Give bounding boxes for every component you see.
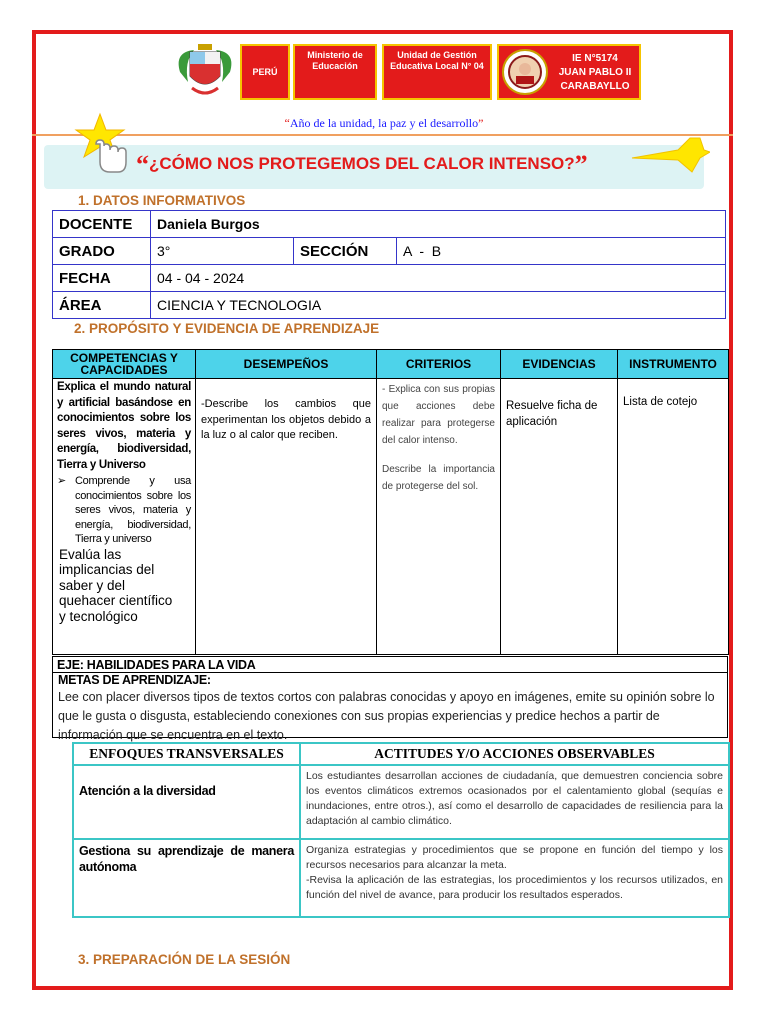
col-header-competencias: COMPETENCIAS Y CAPACIDADES (53, 350, 196, 379)
competencias-table (52, 349, 729, 655)
enfoque-1-label (73, 765, 300, 839)
capacidad-item (57, 474, 191, 547)
coat-of-arms-icon (172, 42, 238, 98)
section-heading-3: 3. PREPARACIÓN DE LA SESIÓN (78, 952, 291, 967)
ugel-box: Unidad de Gestión Educativa Local N° 04 (382, 44, 492, 100)
table-row (53, 292, 726, 319)
criterio-1: - Explica con sus propias que acciones debe realizar para protegerse del calor intenso. (382, 384, 495, 446)
enfoque-2-cell (300, 839, 729, 917)
school-district: CARABAYLLO (560, 81, 630, 92)
criterio-2: Describe la importancia de protegerse del sol. (382, 464, 495, 492)
competencia-cell (53, 379, 196, 655)
criterios-cell (377, 379, 501, 655)
enfoque-2-text-1: Organiza estrategias y procedimientos que se propone en función del tiempo y los recursos necesarios para alcanzar la meta. (306, 844, 723, 871)
school-id: IE N°5174 (572, 53, 618, 64)
arrow-bullet-icon: ➢ (57, 475, 67, 487)
col-header-criterios: CRITERIOS (377, 350, 501, 379)
enfoque-1-text: Los estudiantes desarrollan acciones de ciudadanía, que demuestren conciencia sobre los eventos climáticos extremos ocasionados por el calentamiento global (sequías e inundaciones, entre otros.), así como el desarrollo de capacidades de resiliencia para la adaptación al cambio climático. (300, 765, 729, 839)
page-title: “¿CÓMO NOS PROTEGEMOS DEL CALOR INTENSO?” (136, 150, 588, 179)
info-table (52, 210, 726, 319)
grado-label: GRADO (53, 238, 151, 265)
instrumento-text: Lista de cotejo (623, 396, 698, 408)
motto: “Año de la unidad, la paz y el desarrollo” (284, 116, 484, 130)
section-heading-2: 2. PROPÓSITO Y EVIDENCIA DE APRENDIZAJE (74, 321, 380, 336)
enfoque-1-label-text: Atención a la diversidad (79, 784, 216, 798)
fecha-label: FECHA (53, 265, 151, 292)
peru-box: PERÚ (240, 44, 290, 100)
docente-value: Daniela Burgos (151, 211, 726, 238)
col-header-enfoques: ENFOQUES TRANSVERSALES (73, 743, 300, 765)
eje-line: EJE: HABILIDADES PARA LA VIDA (52, 656, 728, 673)
desempeno-cell (196, 379, 377, 655)
motto-text: Año de la unidad, la paz y el desarrollo (289, 116, 479, 130)
table-row (53, 265, 726, 292)
divider-line (32, 134, 733, 136)
table-row (73, 839, 729, 917)
school-box (497, 44, 641, 100)
metas-title: METAS DE APRENDIZAJE: (58, 673, 211, 687)
seccion-value: A - B (397, 238, 726, 265)
metas-text: Lee con placer diversos tipos de textos cortos con palabras conocidas y apoyo en imágenes, emite su opinión sobre lo que le gusta o disgusta, estableciendo conexiones con sus propias experiencias y predice hechos a partir de información que se encuentra en el texto. (58, 690, 715, 742)
table-row (73, 765, 729, 839)
capacidad-1: Comprende y usa conocimientos sobre los seres vivos, materia y energía, biodiversidad, Tierra y universo (75, 475, 191, 545)
star-hand-icon (74, 110, 134, 176)
fecha-value: 04 - 04 - 2024 (151, 265, 726, 292)
comet-star-icon (630, 132, 710, 178)
school-name: JUAN PABLO II (558, 67, 632, 78)
table-row (53, 238, 726, 265)
col-header-actitudes: ACTITUDES Y/O ACCIONES OBSERVABLES (300, 743, 729, 765)
table-row (53, 379, 729, 655)
competencia-text: Explica el mundo natural y artificial basándose en conocimientos sobre los seres vivos, materia y energía, biodiversidad, Tierra y Universo (57, 381, 191, 471)
table-header-row (73, 743, 729, 765)
seccion-label: SECCIÓN (294, 238, 397, 265)
area-value: CIENCIA Y TECNOLOGIA (151, 292, 726, 319)
school-crest-icon (502, 49, 548, 95)
enfoques-table (72, 742, 730, 918)
enfoque-2-label: Gestiona su aprendizaje de manera autónoma (73, 839, 300, 917)
metas-block (52, 672, 728, 742)
ministerio-box: Ministerio de Educación (293, 44, 377, 100)
docente-label: DOCENTE (53, 211, 151, 238)
page-title-text: ¿CÓMO NOS PROTEGEMOS DEL CALOR INTENSO? (149, 154, 575, 173)
col-header-desempenos: DESEMPEÑOS (196, 350, 377, 379)
col-header-instrumento: INSTRUMENTO (618, 350, 729, 379)
area-label: ÁREA (53, 292, 151, 319)
evidencia-text: Resuelve ficha de aplicación (506, 400, 598, 428)
table-row (53, 211, 726, 238)
section-heading-1: 1. DATOS INFORMATIVOS (78, 193, 246, 208)
desempeno-text: -Describe los cambios que experimentan los objetos debido a la luz o al calor que reciben. (201, 398, 371, 441)
col-header-evidencias: EVIDENCIAS (501, 350, 618, 379)
instrumento-cell (618, 379, 729, 655)
enfoque-2-text-2: -Revisa la aplicación de las estrategias, los procedimientos y los recursos utilizados, en función del nivel de avance, para producir los resultados esperados. (306, 874, 723, 901)
evidencias-cell (501, 379, 618, 655)
table-header-row (53, 350, 729, 379)
grado-value: 3° (151, 238, 294, 265)
capacidad-2: Evalúa las implicancias del saber y del quehacer científico y tecnológico (59, 546, 173, 624)
